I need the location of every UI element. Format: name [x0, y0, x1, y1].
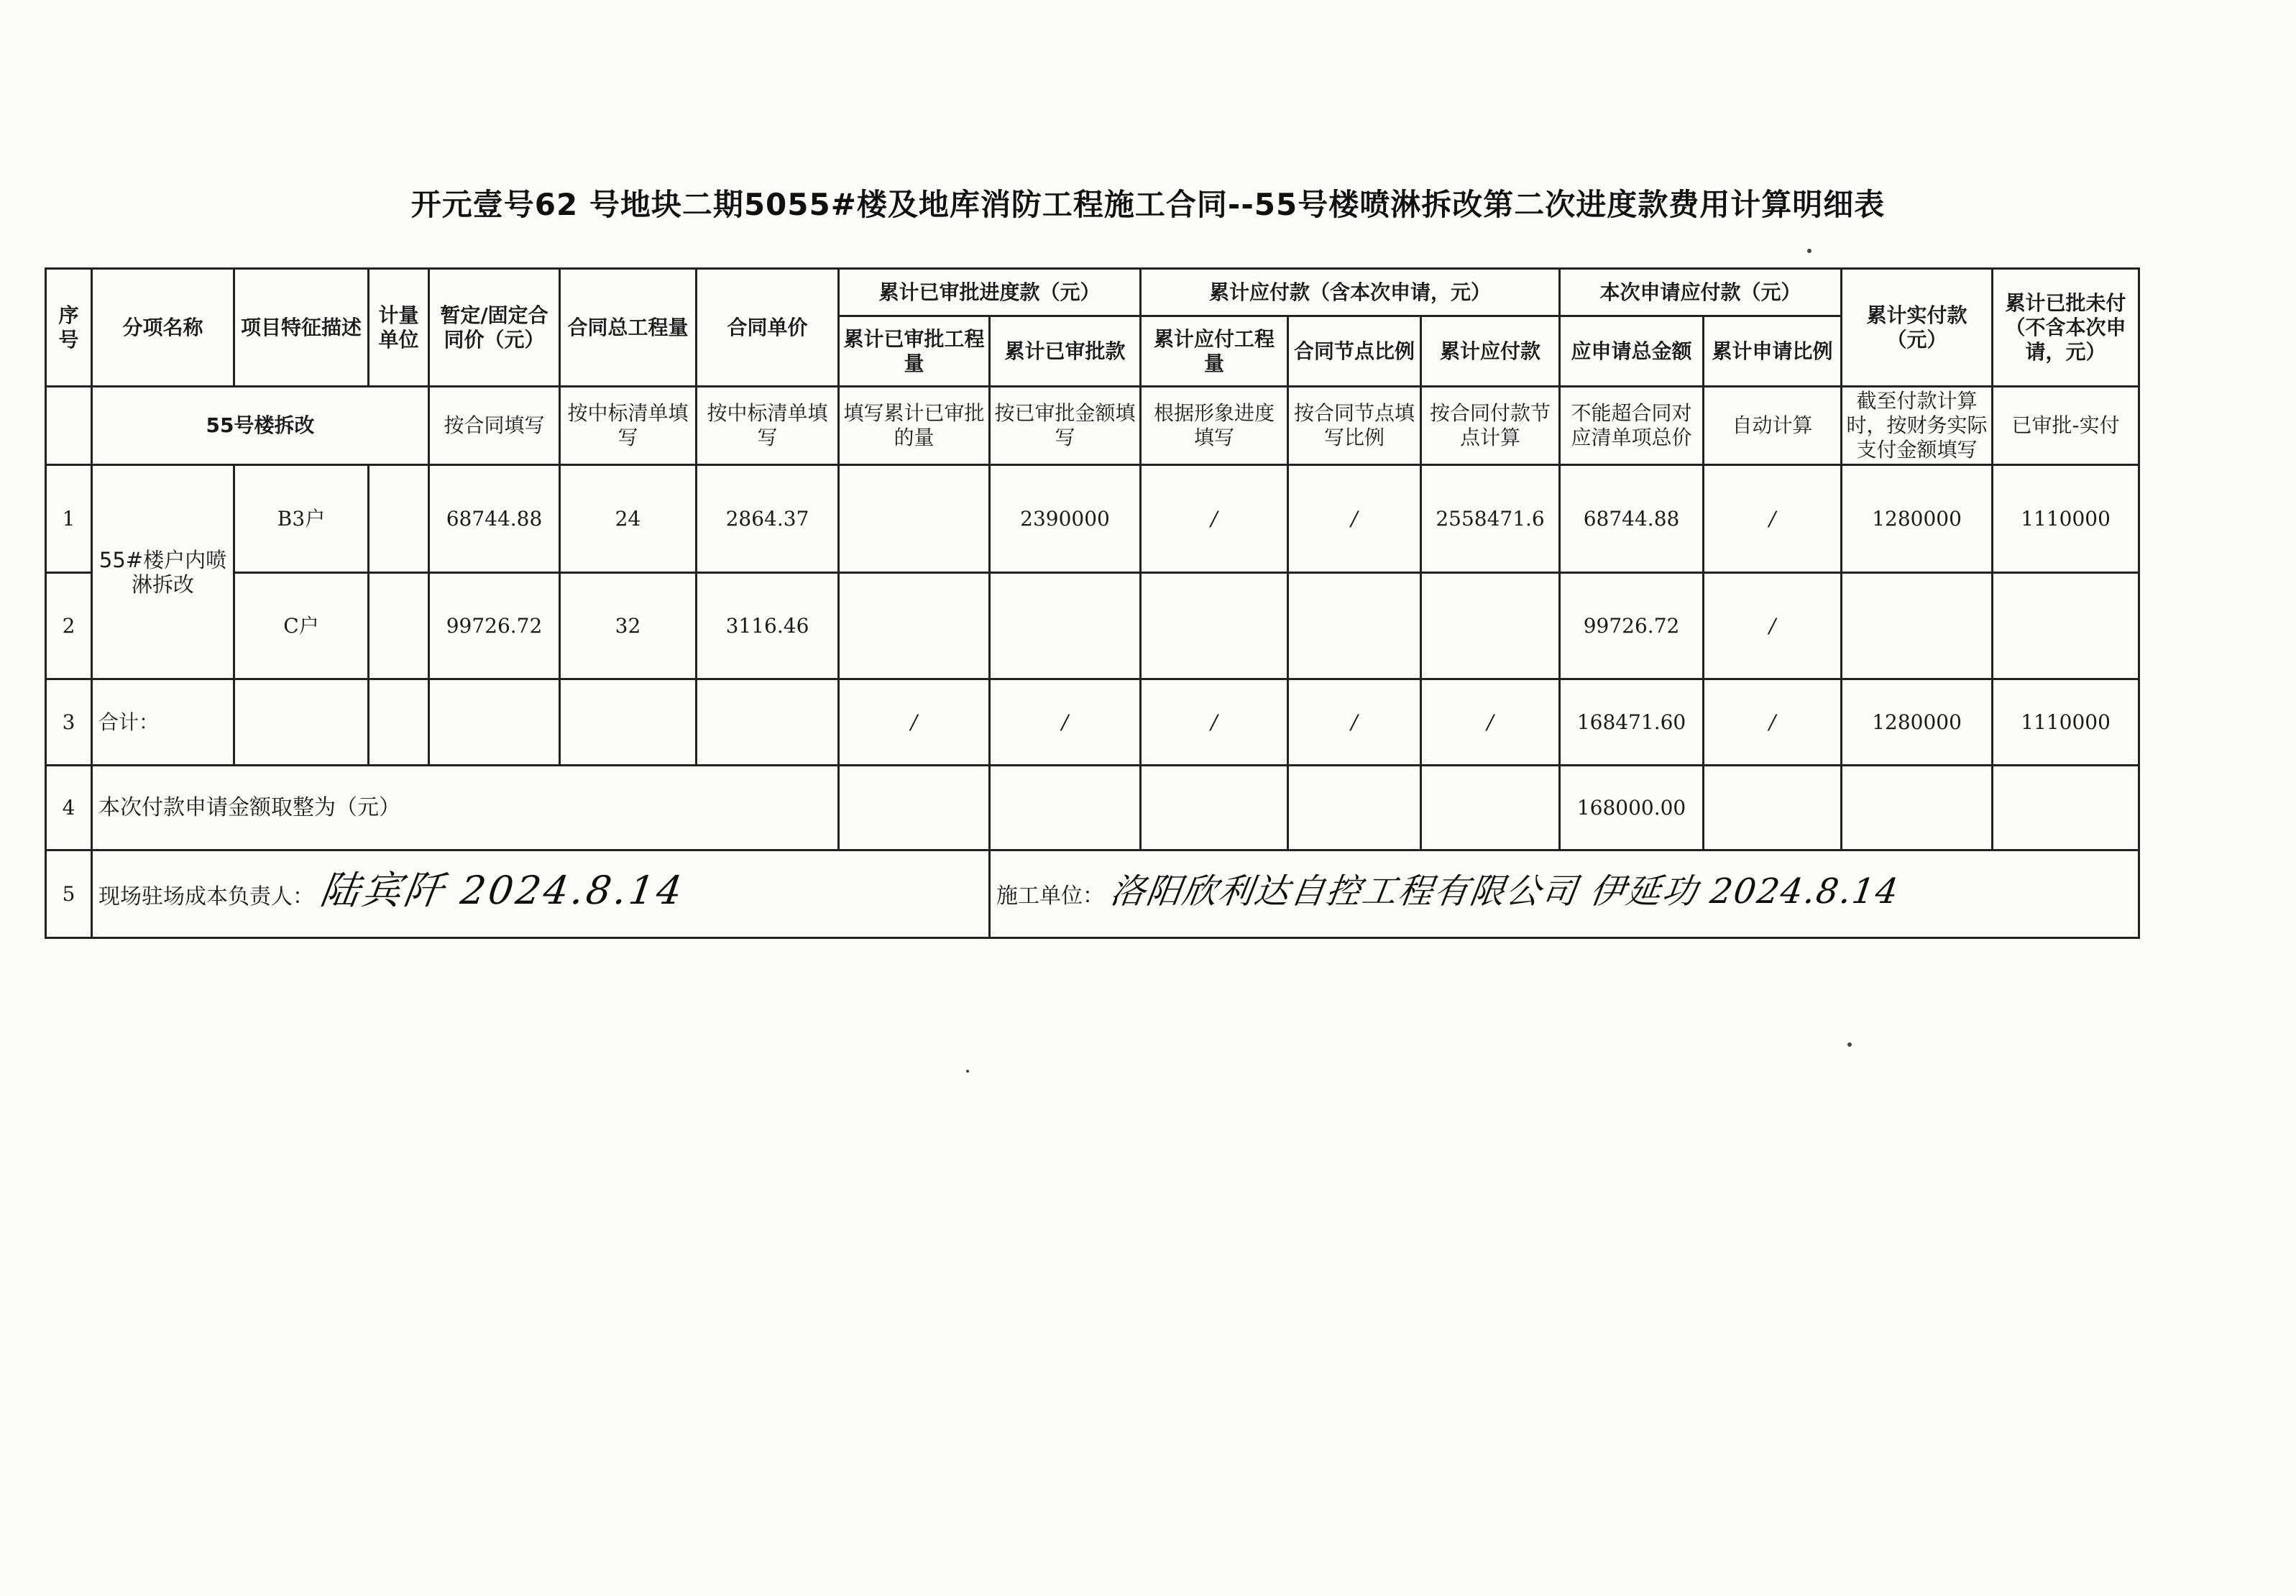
rounded-label: 本次付款申请金额取整为（元）: [92, 766, 839, 850]
price-cell: 99726.72: [429, 573, 560, 679]
row-seq: 1: [46, 465, 92, 573]
total-row: [46, 679, 2139, 766]
payable-qty-cell: [1141, 573, 1288, 679]
apply-ratio-cell: /: [1704, 573, 1842, 679]
payable-amt-cell: 2558471.6: [1421, 465, 1560, 573]
empty-cell: [990, 766, 1141, 850]
group-header-approved: 累计已审批进度款（元）: [839, 269, 1141, 316]
scan-speck: [1807, 249, 1811, 253]
cost-owner-signature: 陆宾阡 2024.8.14: [317, 868, 688, 913]
rounded-value: 168000.00: [1560, 766, 1704, 850]
col-header-payable-qty: 累计应付工程量: [1141, 316, 1288, 387]
builder-label: 施工单位：: [996, 884, 1104, 909]
actual-paid-cell: 1280000: [1842, 465, 1993, 573]
group-header-payable: 累计应付款（含本次申请，元）: [1141, 269, 1560, 316]
col-header-unit: 计量单位: [369, 269, 429, 387]
total-approved-amt: /: [990, 679, 1141, 766]
apply-ratio-cell: /: [1704, 465, 1842, 573]
section-label: 55号楼拆改: [92, 387, 429, 465]
note-total-qty: 按中标清单填写: [560, 387, 697, 465]
apply-total-cell: 99726.72: [1560, 573, 1704, 679]
col-header-apply-ratio: 累计申请比例: [1704, 316, 1842, 387]
approved-qty-cell: [839, 465, 990, 573]
note-payable-qty: 根据形象进度填写: [1141, 387, 1288, 465]
header-row-1: [46, 269, 2139, 316]
scan-speck: [966, 1070, 969, 1073]
scan-speck: [1847, 1042, 1852, 1047]
page-title: 开元壹号62 号地块二期5055#楼及地库消防工程施工合同--55号楼喷淋拆改第二次进度款费用计算明细表: [410, 187, 1886, 222]
total-payable-amt: /: [1421, 679, 1560, 766]
note-node-ratio: 按合同节点填写比例: [1288, 387, 1421, 465]
table-row: [46, 465, 2139, 573]
empty-cell: [429, 679, 560, 766]
empty-cell: [1993, 766, 2139, 850]
col-header-node-ratio: 合同节点比例: [1288, 316, 1421, 387]
total-actual-paid: 1280000: [1842, 679, 1993, 766]
col-header-approved-amt: 累计已审批款: [990, 316, 1141, 387]
empty-cell: [1421, 766, 1560, 850]
note-approved-amt: 按已审批金额填写: [990, 387, 1141, 465]
empty-cell: [1141, 766, 1288, 850]
note-unpaid: 已审批-实付: [1993, 387, 2139, 465]
actual-paid-cell: [1842, 573, 1993, 679]
col-header-actual-paid: 累计实付款（元）: [1842, 269, 1993, 387]
note-actual-paid: 截至付款计算时，按财务实际支付金额填写: [1842, 387, 1993, 465]
unpaid-cell: 1110000: [1993, 465, 2139, 573]
total-payable-qty: /: [1141, 679, 1288, 766]
col-header-payable-amt: 累计应付款: [1421, 316, 1560, 387]
col-header-feature: 项目特征描述: [234, 269, 369, 387]
row-seq: 5: [46, 850, 92, 938]
empty-cell: [697, 679, 839, 766]
apply-total-cell: 68744.88: [1560, 465, 1704, 573]
payable-amt-cell: [1421, 573, 1560, 679]
payment-detail-table: [45, 267, 2140, 939]
instruction-cell-empty: [46, 387, 92, 465]
empty-cell: [1704, 766, 1842, 850]
note-unit-price: 按中标清单填写: [697, 387, 839, 465]
total-label: 合计：: [92, 679, 234, 766]
empty-cell: [1842, 766, 1993, 850]
unit-cell: [369, 465, 429, 573]
unit-price-cell: 2864.37: [697, 465, 839, 573]
empty-cell: [234, 679, 369, 766]
node-ratio-cell: [1288, 573, 1421, 679]
approved-amt-cell: 2390000: [990, 465, 1141, 573]
cost-owner-label: 现场驻场成本负责人：: [98, 884, 314, 909]
note-approved-qty: 填写累计已审批的量: [839, 387, 990, 465]
col-header-seq: 序号: [46, 269, 92, 387]
note-price: 按合同填写: [429, 387, 560, 465]
builder-signature: 洛阳欣利达自控工程有限公司 伊延功 2024.8.14: [1107, 871, 1902, 912]
node-ratio-cell: /: [1288, 465, 1421, 573]
approved-amt-cell: [990, 573, 1141, 679]
col-header-item-name: 分项名称: [92, 269, 234, 387]
total-unpaid: 1110000: [1993, 679, 2139, 766]
note-apply-ratio: 自动计算: [1704, 387, 1842, 465]
empty-cell: [1288, 766, 1421, 850]
row-seq: 4: [46, 766, 92, 850]
signature-row: [46, 850, 2139, 938]
payable-qty-cell: /: [1141, 465, 1288, 573]
unit-cell: [369, 573, 429, 679]
group-name: 55#楼户内喷淋拆改: [92, 465, 234, 679]
empty-cell: [369, 679, 429, 766]
total-approved-qty: /: [839, 679, 990, 766]
instruction-row: [46, 387, 2139, 465]
total-apply-ratio: /: [1704, 679, 1842, 766]
empty-cell: [560, 679, 697, 766]
feature-cell: B3户: [234, 465, 369, 573]
note-apply-total: 不能超合同对应清单项总价: [1560, 387, 1704, 465]
price-cell: 68744.88: [429, 465, 560, 573]
rounded-amount-row: [46, 766, 2139, 850]
note-payable-amt: 按合同付款节点计算: [1421, 387, 1560, 465]
qty-cell: 32: [560, 573, 697, 679]
approved-qty-cell: [839, 573, 990, 679]
cost-owner-cell: [92, 850, 990, 938]
total-apply-total: 168471.60: [1560, 679, 1704, 766]
unpaid-cell: [1993, 573, 2139, 679]
col-header-price: 暂定/固定合同价（元）: [429, 269, 560, 387]
qty-cell: 24: [560, 465, 697, 573]
row-seq: 3: [46, 679, 92, 766]
col-header-total-qty: 合同总工程量: [560, 269, 697, 387]
unit-price-cell: 3116.46: [697, 573, 839, 679]
row-seq: 2: [46, 573, 92, 679]
feature-cell: C户: [234, 573, 369, 679]
builder-cell: [990, 850, 2139, 938]
col-header-unit-price: 合同单价: [697, 269, 839, 387]
col-header-apply-total: 应申请总金额: [1560, 316, 1704, 387]
empty-cell: [839, 766, 990, 850]
total-node-ratio: /: [1288, 679, 1421, 766]
col-header-approved-qty: 累计已审批工程量: [839, 316, 990, 387]
col-header-unpaid: 累计已批未付（不含本次申请，元）: [1993, 269, 2139, 387]
table-row: [46, 573, 2139, 679]
group-header-current: 本次申请应付款（元）: [1560, 269, 1842, 316]
